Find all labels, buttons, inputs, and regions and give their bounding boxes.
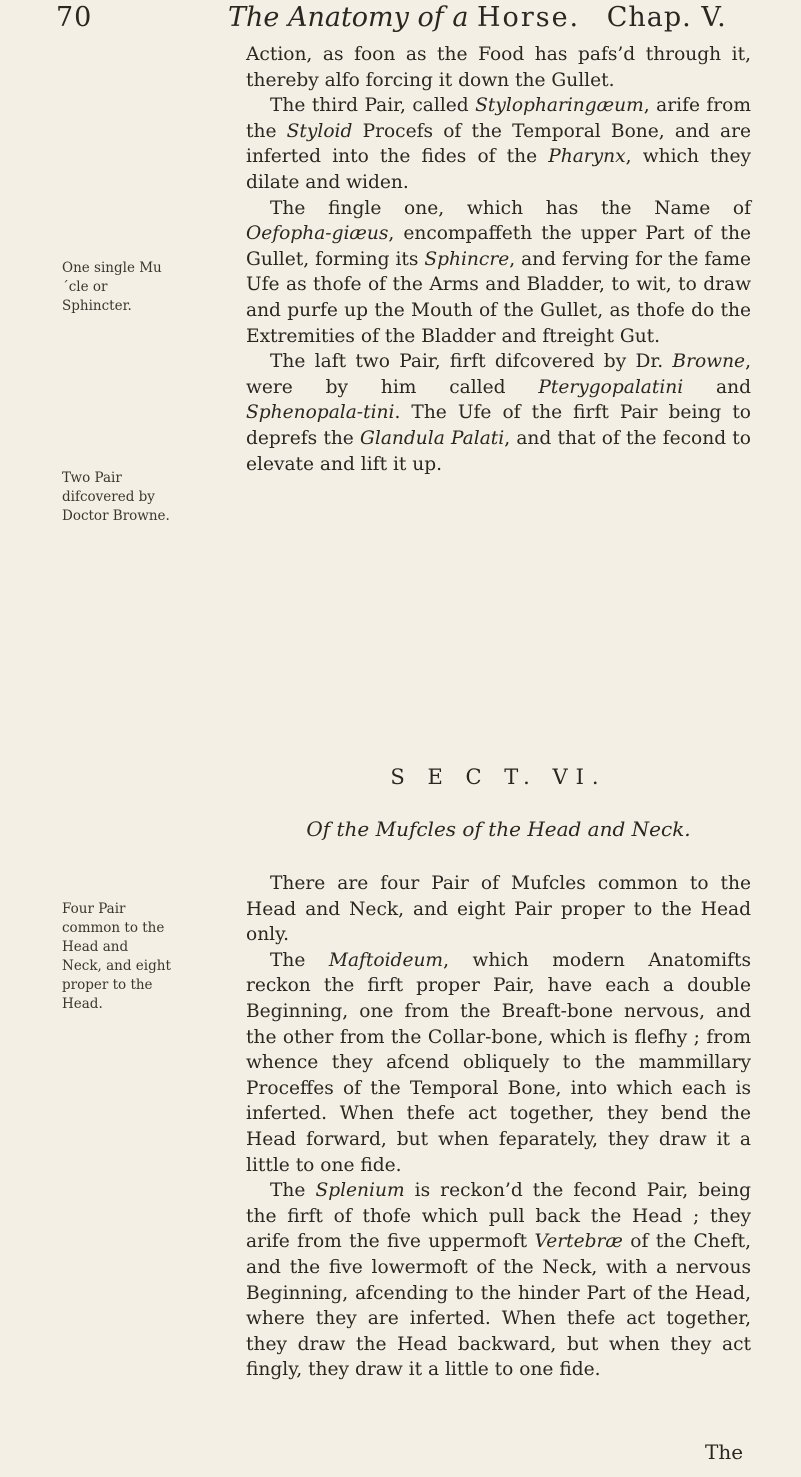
- catchword: The: [705, 1440, 744, 1464]
- paragraph: The laft two Pair, firft difcovered by Dr. Browne, were by him called Pterygopalatini and Sphenopala‑tini. The Ufe of the firft Pair being to deprefs the Glandula Palati, and that of the fecond to elevate and lift it up.: [246, 351, 752, 475]
- running-head-title: The Anatomy of a: [228, 2, 469, 33]
- body-text-lower: [246, 871, 751, 1383]
- running-head-chapter: Chap. V.: [606, 2, 727, 33]
- margin-note-browne: Two Pair difcovered by Doctor Browne.: [62, 470, 170, 524]
- margin-note-sphincter: One single Mu´cle or Sphincter.: [62, 260, 162, 314]
- paragraph: Action, as foon as the Food has pafs’d through it, thereby alfo forcing it down the Gullet.: [246, 44, 751, 91]
- paragraph: The third Pair, called Stylopharingæum, arife from the Styloid Procefs of the Temporal Bone, and are inferted into the fides of the Pharynx, which they dilate and widen.: [246, 95, 752, 193]
- page-number: 70: [56, 2, 93, 33]
- paragraph: The Maftoideum, which modern Anatomifts reckon the firft proper Pair, have each a double Beginning, one from the Breaft‑bone nervous, and the other from the Collar‑bone, which is flefhy ; from whence they afcend obliquely to the mammillary Proceffes of the Temporal Bone, into which each is inferted. When thefe act together, they bend the Head forward, but when feparately, they draw it a little to one fide.: [246, 949, 752, 1176]
- section-title: S E C T. VI.: [390, 765, 607, 789]
- running-head: [228, 2, 727, 33]
- running-head-smallcaps: Horse.: [477, 2, 581, 33]
- body-text-upper: [246, 42, 751, 477]
- paragraph: There are four Pair of Mufcles common to the Head and Neck, and eight Pair proper to the Head only.: [246, 873, 751, 946]
- margin-note-head-neck: Four Pair common to the Head and Neck, and eight proper to the Head.: [62, 901, 171, 1012]
- paragraph: The fingle one, which has the Name of Oefopha‑giæus, encompaffeth the upper Part of the Gullet, forming its Sphincre, and ferving for the fame Ufe as thofe of the Arms and Bladder, to wit, to draw and purfe up the Mouth of the Gullet, as thofe do the Extremities of the Bladder and ftreight Gut.: [246, 197, 751, 347]
- section-subtitle: Of the Mufcles of the Head and Neck.: [306, 817, 691, 841]
- paragraph: The Splenium is reckon’d the fecond Pair, being the firft of thofe which pull back the Head ; they arife from the five uppermoft Vertebræ of the Cheft, and the five lowermoft of the Neck, with a nervous Beginning, afcending to the hinder Part of the Head, where they are inferted. When thefe act together, they draw the Head backward, but when they act fingly, they draw it a little to one fide.: [246, 1180, 752, 1381]
